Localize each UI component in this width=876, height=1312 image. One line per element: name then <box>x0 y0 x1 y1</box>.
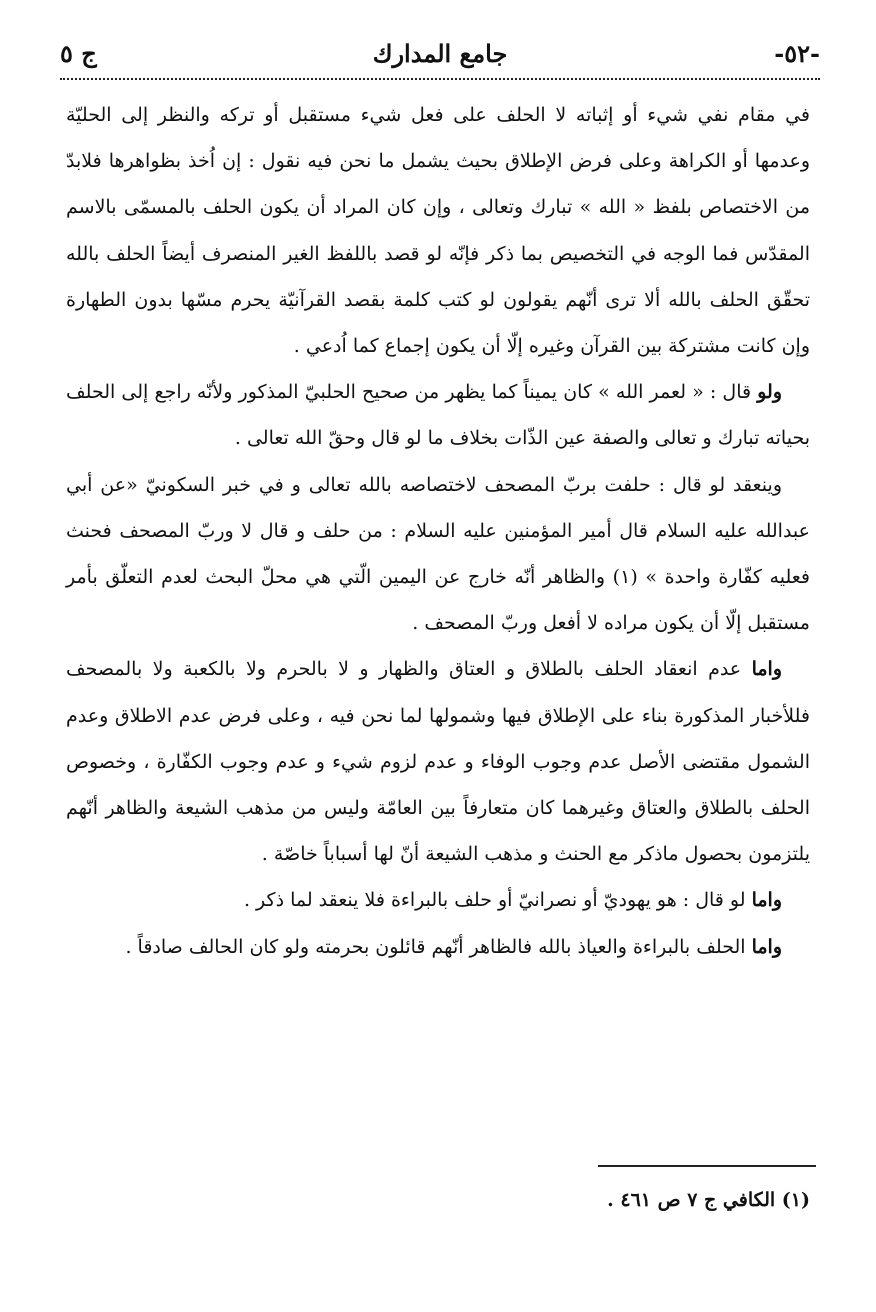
paragraph-lead: واما <box>751 658 782 681</box>
book-title: جامع المدارك <box>372 39 508 68</box>
paragraph <box>66 369 810 461</box>
paragraph-lead: ولو <box>757 381 782 404</box>
paragraph <box>66 92 810 369</box>
paragraph <box>66 924 810 970</box>
paragraph <box>66 646 810 877</box>
footnote: (١) الكافي ج ٧ ص ٤٦١ . <box>607 1189 810 1211</box>
body-text <box>66 92 810 970</box>
paragraph-lead: واما <box>751 889 782 912</box>
volume-label: ج ٥ <box>60 39 97 68</box>
paragraph-lead: واما <box>751 935 782 958</box>
paragraph-text: لو قال : هو يهوديّ أو نصرانيّ أو حلف بالبراءة فلا ينعقد لما ذكر . <box>243 889 746 912</box>
page-number: -٥٢- <box>774 39 820 68</box>
paragraph-text: الحلف بالبراءة والعياذ بالله فالظاهر أنّهم قائلون بحرمته ولو كان الحالف صادقاً . <box>125 935 746 958</box>
header-divider <box>60 78 820 80</box>
paragraph-text: عدم انعقاد الحلف بالطلاق و العتاق والظهار و لا بالحرم ولا بالكعبة ولا بالمصحف فللأخبار المذكورة بناء على الإطلاق فيها وشمولها لما نحن فيه ، وعلى فرض عدم الاطلاق وعدم الشمول مقتضى الأصل عدم وجوب الوفاء و عدم لزوم شيء و عدم وجوب الكفّارة ، وخصوص الحلف بالطلاق والعتاق وغيرهما كان متعارفاً بين العامّة وليس من مذهب الشيعة والظاهر أنّهم يلتزمون بحصول ماذكر مع الحنث و مذهب الشيعة أنّ لها أسباباً خاصّة . <box>66 658 810 866</box>
footnote-divider <box>598 1165 816 1167</box>
paragraph <box>66 877 810 923</box>
paragraph-text: وينعقد لو قال : حلفت بربّ المصحف لاختصاصه بالله تعالى و في خبر السكونيّ «عن أبي عبدالله عليه السلام قال أمير المؤمنين عليه السلام : من حلف و قال لا وربّ المصحف فحنث فعليه كفّارة واحدة » (١) والظاهر أنّه خارج عن اليمين الّتي هي محلّ البحث لعدم التعلّق بأمر مستقبل إلّا أن يكون مراده لا أفعل وربّ المصحف . <box>66 473 810 635</box>
page-header <box>60 34 820 74</box>
paragraph <box>66 462 810 647</box>
paragraph-text: في مقام نفي شيء أو إثباته لا الحلف على فعل شيء مستقبل أو تركه والنظر إلى الحليّة وعدمها أو الكراهة وعلى فرض الإطلاق بحيث يشمل ما نحن فيه نقول : إن اُخذ بظواهرها فلابدّ من الاختصاص بلفظ « الله » تبارك وتعالى ، وإن كان المراد أن يكون الحلف بالمسمّى بالاسم المقدّس فما الوجه في التخصيص بما ذكر فإنّه لو قصد باللفظ الغير المنصرف أيضاً الحلف بالله تحقّق الحلف بالله ألا ترى أنّهم يقولون لو كتب كلمة بقصد القرآنيّة يحرم مسّها بدون الطهارة وإن كانت مشتركة بين القرآن وغيره إلّا أن يكون إجماع كما اُدعي . <box>66 104 810 358</box>
paragraph-text: قال : « لعمر الله » كان يميناً كما يظهر من صحيح الحلبيّ المذكور ولأنّه راجع إلى الحلف بحياته تبارك و تعالى والصفة عين الذّات بخلاف ما لو قال وحقّ الله تعالى . <box>66 381 810 450</box>
